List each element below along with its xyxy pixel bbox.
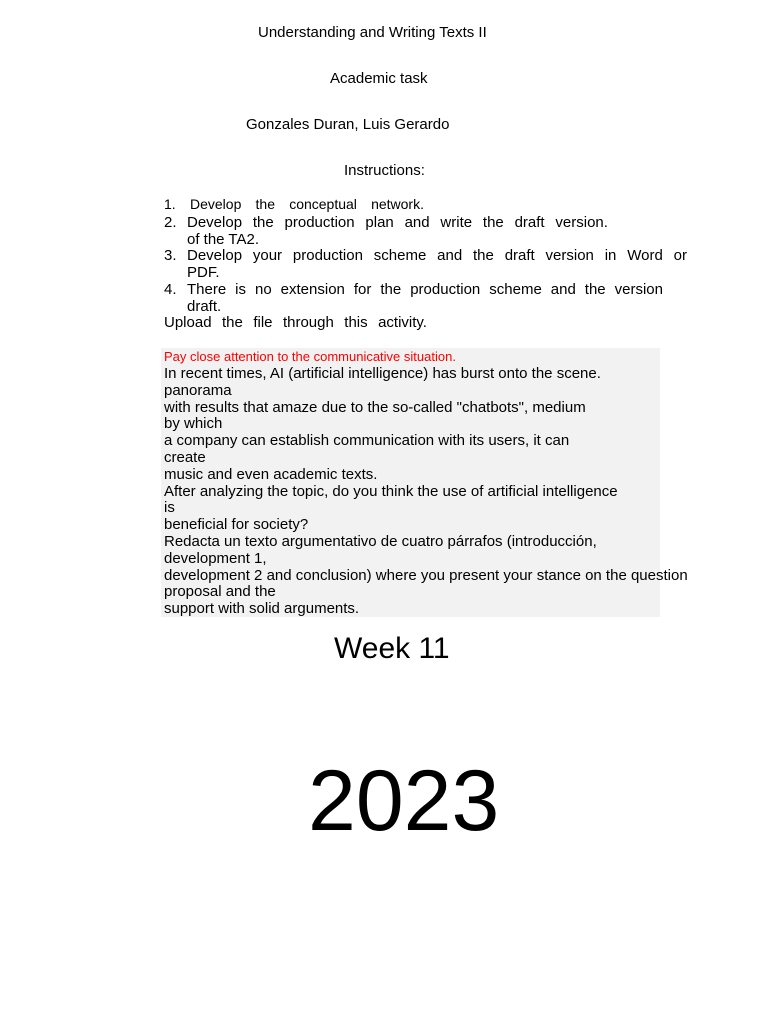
word: version: [545, 247, 594, 264]
word: no: [255, 281, 272, 298]
course-title: Understanding and Writing Texts II: [258, 24, 487, 41]
word: Develop: [190, 196, 242, 212]
list-item-2-number: 2.: [164, 214, 177, 231]
word: scheme: [373, 247, 427, 264]
word: plan: [365, 214, 394, 231]
list-item-2-text: [187, 214, 608, 231]
prompt-line: by which: [164, 415, 223, 432]
word: and: [550, 281, 576, 298]
word: Upload: [164, 314, 212, 331]
word: scheme: [489, 281, 542, 298]
word: network.: [371, 196, 424, 212]
word: the: [482, 214, 504, 231]
word: Develop: [187, 247, 243, 264]
week-label: Week 11: [334, 632, 450, 665]
prompt-line: is: [164, 499, 175, 516]
word: draft: [514, 214, 545, 231]
word: the: [222, 314, 243, 331]
instructions-heading: Instructions:: [344, 162, 425, 179]
list-item-4-text: [187, 281, 663, 298]
word: in: [604, 247, 617, 264]
word: the: [380, 281, 402, 298]
word: version.: [555, 214, 608, 231]
list-item-1-text: [190, 196, 424, 213]
attention-note: Pay close attention to the communicative situation.: [164, 349, 456, 364]
list-item-4-number: 4.: [164, 281, 177, 298]
prompt-line: panorama: [164, 382, 232, 399]
word: the: [584, 281, 606, 298]
word: version: [614, 281, 663, 298]
word: or: [673, 247, 687, 264]
word: production: [292, 247, 363, 264]
prompt-line: development 1,: [164, 550, 267, 567]
word: Develop: [187, 214, 243, 231]
prompt-line: support with solid arguments.: [164, 600, 360, 617]
word: and: [404, 214, 430, 231]
word: write: [440, 214, 473, 231]
word: the: [252, 214, 274, 231]
word: and: [437, 247, 463, 264]
prompt-line: beneficial for society?: [164, 516, 309, 533]
word: conceptual: [289, 196, 357, 212]
upload-instruction: [164, 314, 427, 331]
word: production: [284, 214, 355, 231]
prompt-line: create: [164, 449, 206, 466]
list-item-3-text: [187, 247, 687, 264]
prompt-line: development 2 and conclusion) where you present your stance on the question: [164, 567, 688, 584]
word: through: [282, 314, 334, 331]
word: There: [187, 281, 227, 298]
word: this: [344, 314, 368, 331]
prompt-line: proposal and the: [164, 583, 276, 600]
word: for: [353, 281, 372, 298]
prompt-line: music and even academic texts.: [164, 466, 378, 483]
list-item-1-number: 1.: [164, 196, 176, 212]
word: your: [252, 247, 283, 264]
list-item-3-continuation: PDF.: [187, 264, 220, 281]
task-label: Academic task: [330, 70, 428, 87]
list-item-2-continuation: of the TA2.: [187, 231, 259, 248]
list-item-3-number: 3.: [164, 247, 177, 264]
word: production: [410, 281, 481, 298]
word: Word: [627, 247, 663, 264]
prompt-line: a company can establish communication with its users, it can: [164, 432, 570, 449]
list-item-4-continuation: draft.: [187, 298, 222, 315]
student-name: Gonzales Duran, Luis Gerardo: [246, 116, 450, 133]
prompt-line: Redacta un texto argumentativo de cuatro párrafos (introducción,: [164, 533, 597, 550]
word: file: [253, 314, 273, 331]
prompt-line: In recent times, AI (artificial intelligence) has burst onto the scene.: [164, 365, 601, 382]
word: extension: [280, 281, 345, 298]
word: the: [473, 247, 494, 264]
word: the: [255, 196, 276, 212]
word: draft: [504, 247, 535, 264]
prompt-line: After analyzing the topic, do you think the use of artificial intelligence: [164, 483, 618, 500]
prompt-line: with results that amaze due to the so-called "chatbots", medium: [164, 399, 586, 416]
word: activity.: [378, 314, 427, 331]
year-label: 2023: [308, 753, 500, 849]
word: is: [235, 281, 247, 298]
